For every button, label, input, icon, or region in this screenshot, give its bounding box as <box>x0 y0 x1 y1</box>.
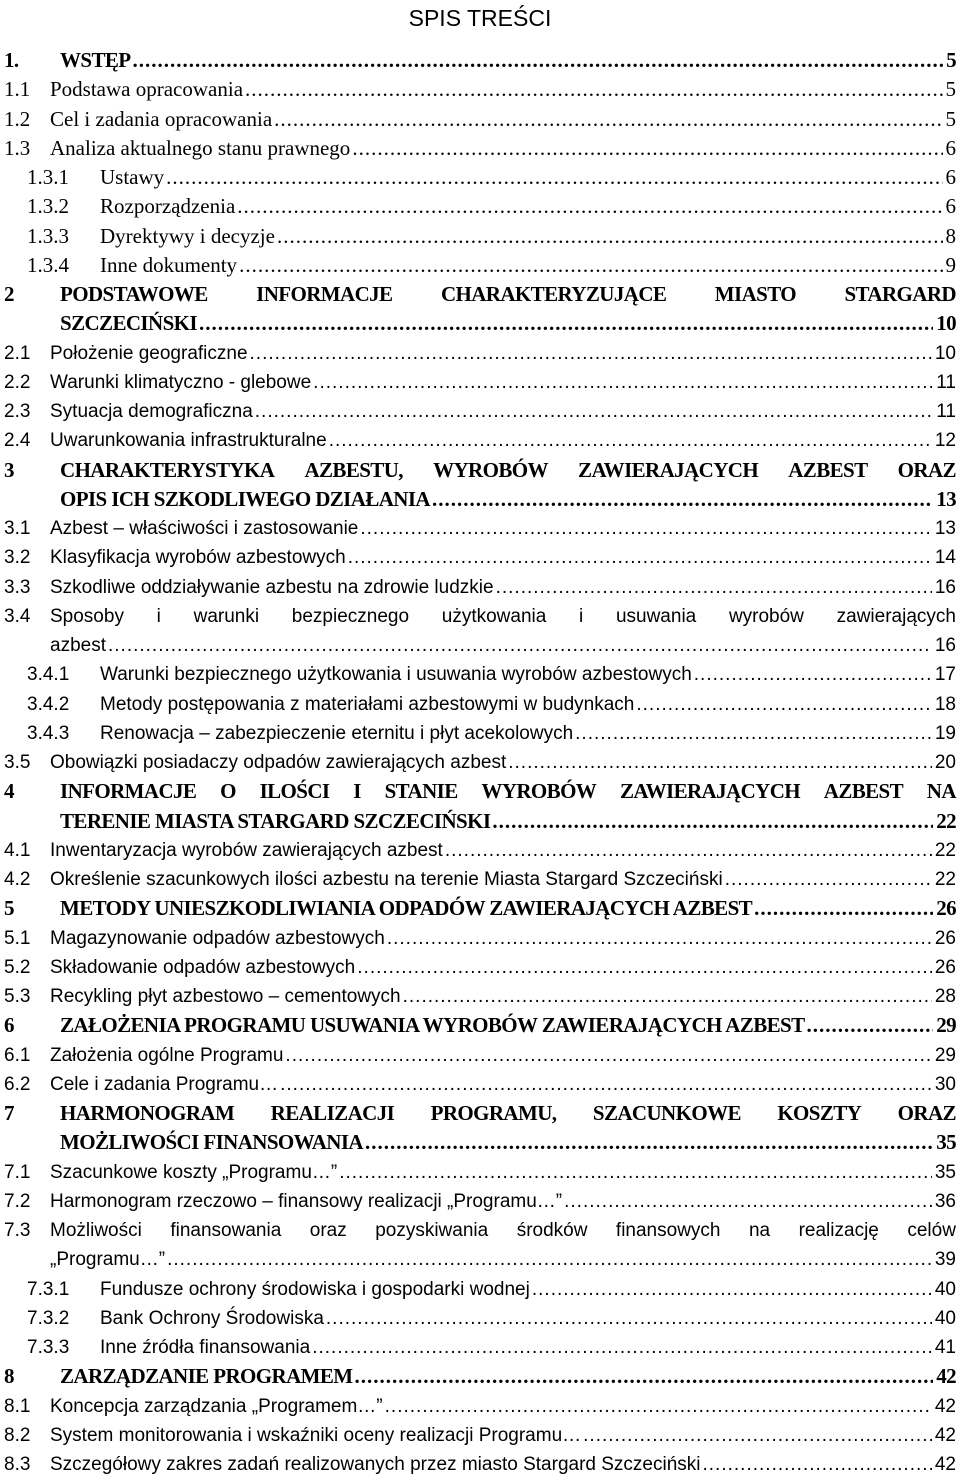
toc-entry-line <box>60 894 956 923</box>
toc-entry[interactable] <box>0 894 960 923</box>
toc-entry-number: 7 <box>4 1101 14 1125</box>
dot-leader <box>355 1362 934 1391</box>
toc-entry[interactable] <box>0 719 960 748</box>
toc-entry-page: 6 <box>945 135 956 160</box>
toc-entry-page: 39 <box>934 1249 956 1271</box>
toc-entry-label: OPIS ICH SZKODLIWEGO DZIAŁANIA <box>60 486 430 511</box>
toc-entry-number: 4.2 <box>4 869 31 890</box>
dot-leader <box>432 485 933 514</box>
toc-entry-label: Szczegółowy zakres zadań realizowanych przez miasto Stargard Szczeciński <box>50 1454 701 1475</box>
toc-entry-number: 1.3.3 <box>27 223 69 248</box>
toc-entry-line <box>50 1070 956 1099</box>
dot-leader <box>564 1187 932 1216</box>
toc-entry[interactable] <box>0 1158 960 1187</box>
toc-entry-page: 35 <box>934 1161 956 1183</box>
toc-entry-page: 40 <box>934 1278 956 1300</box>
toc-entry-page: 6 <box>945 194 956 219</box>
toc-entry-page: 9 <box>945 252 956 277</box>
toc-entry-label: METODY UNIESZKODLIWIANIA ODPADÓW ZAWIERAJĄCYCH AZBEST <box>60 896 753 921</box>
toc-entry-number: 1.3 <box>4 135 31 160</box>
dot-leader <box>583 1421 932 1450</box>
toc-entry-number: 8.1 <box>4 1395 31 1417</box>
toc-entry-label: Inne dokumenty <box>100 252 238 277</box>
toc-entry-page: 29 <box>934 1044 956 1066</box>
toc-entry-page: 10 <box>934 342 956 364</box>
toc-entry[interactable] <box>0 924 960 953</box>
toc-entry-label: Sytuacja demograficzna <box>50 401 253 422</box>
dot-leader <box>329 426 932 455</box>
toc-entry-line <box>100 1275 956 1304</box>
toc-entry-number: 6.2 <box>4 1073 31 1095</box>
toc-entry-page: 11 <box>936 371 956 393</box>
toc-entry-page: 22 <box>936 808 956 833</box>
toc-entry-label: TERENIE MIASTA STARGARD SZCZECIŃSKI <box>60 808 491 833</box>
toc-entry-number: 3.4.3 <box>27 722 70 744</box>
toc-entry[interactable] <box>0 397 960 426</box>
toc-entry-line <box>50 631 956 660</box>
toc-entry[interactable] <box>0 339 960 368</box>
toc-entry[interactable] <box>0 543 960 572</box>
toc-entry-line <box>50 75 956 104</box>
toc-entry-label: Koncepcja zarządzania „Programem…” <box>50 1395 383 1417</box>
toc-entry[interactable] <box>0 690 960 719</box>
toc-entry-page: 26 <box>936 896 956 921</box>
toc-entry-label: Magazynowanie odpadów azbestowych <box>50 927 385 949</box>
toc-entry[interactable] <box>0 1128 960 1157</box>
toc-entry-label: Cel i zadania opracowania <box>50 106 273 131</box>
toc-entry-page: 16 <box>934 576 956 598</box>
toc-entry-page: 41 <box>934 1337 956 1358</box>
toc-entry-page: 30 <box>934 1073 956 1095</box>
toc-entry-label: Określenie szacunkowych ilości azbestu na terenie Miasta Stargard Szczeciński <box>50 869 723 890</box>
dot-leader <box>357 953 932 982</box>
toc-entry-number: 8.3 <box>4 1454 31 1475</box>
toc-entry-number: 1.2 <box>4 106 31 131</box>
toc-entry-number: 3.2 <box>4 547 31 569</box>
toc-entry-label: Fundusze ochrony środowiska i gospodarki wodnej <box>100 1278 530 1300</box>
dot-leader <box>199 309 933 338</box>
toc-entry-number: 1.3.1 <box>27 165 69 189</box>
toc-entry[interactable] <box>0 602 960 631</box>
toc-entry-line <box>50 1392 956 1421</box>
toc-entry[interactable] <box>0 1275 960 1304</box>
toc-entry[interactable] <box>0 75 960 104</box>
toc-entry-page: 29 <box>936 1013 956 1038</box>
toc-entry-page: 12 <box>934 430 956 452</box>
toc-entry-line <box>100 163 956 192</box>
toc-entry-number: 6 <box>4 1013 14 1038</box>
toc-entry-line <box>50 514 956 543</box>
toc-entry[interactable] <box>0 1011 960 1040</box>
toc-entry-number: 3.1 <box>4 518 31 539</box>
toc-entry[interactable] <box>0 982 960 1011</box>
toc-entry[interactable] <box>0 807 960 836</box>
dot-leader <box>237 192 942 221</box>
toc-entry-number: 1.3.4 <box>27 252 69 277</box>
toc-entry-number: 7.2 <box>4 1190 31 1212</box>
dot-leader <box>496 573 932 602</box>
toc-entry-label: Szacunkowe koszty „Programu…” <box>50 1161 338 1183</box>
dot-leader <box>365 1128 933 1157</box>
toc-entry-line <box>50 1421 956 1450</box>
toc-entry[interactable] <box>0 485 960 514</box>
toc-entry-line <box>50 953 956 982</box>
toc-entry-page: 40 <box>934 1307 956 1329</box>
toc-entry-label: Metody postępowania z materiałami azbestowymi w budynkach <box>100 693 635 715</box>
toc-entry-label: azbest <box>50 635 106 656</box>
toc-entry-line <box>50 924 956 953</box>
toc-entry-line <box>50 573 956 602</box>
toc-entry-number: 3.4.2 <box>27 693 70 715</box>
toc-entry-label-line1: Możliwości finansowania oraz pozyskiwania środków finansowych na realizację celów <box>50 1220 956 1241</box>
toc-entry-line <box>50 368 956 397</box>
toc-entry[interactable] <box>0 660 960 689</box>
toc-entry-label: Uwarunkowania infrastrukturalne <box>50 430 327 452</box>
toc-entry[interactable] <box>0 514 960 543</box>
toc-entry-line <box>100 192 956 221</box>
toc-entry-label: Renowacja – zabezpieczenie eternitu i płyt acekolowych <box>100 722 574 744</box>
toc-entry-number: 7.3.1 <box>27 1278 70 1300</box>
toc-entry[interactable] <box>0 1421 960 1450</box>
toc-entry-line <box>100 1333 956 1362</box>
toc-entry-number: 7.1 <box>4 1161 31 1183</box>
toc-entry-number: 5.2 <box>4 956 31 978</box>
toc-entry[interactable] <box>0 1392 960 1421</box>
toc-entry[interactable] <box>0 46 960 75</box>
dot-leader <box>108 631 932 660</box>
toc-entry-page: 42 <box>934 1395 956 1417</box>
toc-entry-label-line1: Sposoby i warunki bezpiecznego użytkowania i usuwania wyrobów zawierających <box>50 605 956 627</box>
toc-entry[interactable] <box>0 836 960 865</box>
toc-entry[interactable] <box>0 134 960 163</box>
toc-entry-label-line1: PODSTAWOWE INFORMACJE CHARAKTERYZUJĄCE MIASTO STARGARD <box>60 282 956 306</box>
toc-entry[interactable] <box>0 1216 960 1245</box>
toc-entry[interactable] <box>0 1333 960 1362</box>
toc-entry-number: 8 <box>4 1364 14 1389</box>
toc-entry-number: 8.2 <box>4 1424 31 1446</box>
dot-leader <box>403 982 932 1011</box>
dot-leader <box>285 1041 931 1070</box>
dot-leader <box>508 748 932 777</box>
toc-entry-label: Klasyfikacja wyrobów azbestowych <box>50 547 346 569</box>
toc-entry[interactable] <box>0 456 960 485</box>
toc-entry[interactable] <box>0 865 960 894</box>
toc-entry-label: ZARZĄDZANIE PROGRAMEM <box>60 1364 353 1389</box>
toc-entry-label: Położenie geograficzne <box>50 342 248 364</box>
dot-leader <box>385 1392 932 1421</box>
dot-leader <box>360 514 932 543</box>
dot-leader <box>280 1070 932 1099</box>
dot-leader <box>636 690 931 719</box>
toc-entry[interactable] <box>0 631 960 660</box>
toc-entry-page: 17 <box>934 664 956 686</box>
toc-entry-page: 36 <box>934 1190 956 1212</box>
toc-entry-line <box>60 309 956 338</box>
toc-entry-label: Dyrektywy i decyzje <box>100 223 275 248</box>
dot-leader <box>445 836 932 865</box>
toc-entry-page: 42 <box>934 1424 956 1446</box>
toc-entry-line <box>50 748 956 777</box>
toc-entry[interactable] <box>0 309 960 338</box>
toc-entry-line <box>50 397 956 426</box>
toc-entry-label: Cele i zadania Programu… <box>50 1073 279 1095</box>
toc-entry[interactable] <box>0 748 960 777</box>
toc-entry-label: Podstawa opracowania <box>50 77 244 102</box>
dot-leader <box>239 251 942 280</box>
toc-entry-line <box>60 1128 956 1157</box>
toc-entry-number: 2 <box>4 282 14 306</box>
toc-entry-label: Azbest – właściwości i zastosowanie <box>50 518 359 539</box>
dot-leader <box>167 1245 932 1274</box>
toc-entry-label: Ustawy <box>100 165 165 189</box>
toc-entry-page: 11 <box>936 401 956 422</box>
toc-entry-line <box>100 690 956 719</box>
toc-entry-line <box>50 105 956 134</box>
toc-entry-label: Analiza aktualnego stanu prawnego <box>50 135 351 160</box>
toc-entry-label: Obowiązki posiadaczy odpadów zawierających azbest <box>50 752 507 773</box>
toc-entry-page: 42 <box>934 1454 956 1475</box>
dot-leader <box>348 543 932 572</box>
toc-entry-number: 1.1 <box>4 77 31 102</box>
dot-leader <box>313 368 933 397</box>
toc-entry-page: 22 <box>934 839 956 861</box>
toc-entry[interactable] <box>0 1362 960 1391</box>
toc-entry-label: Założenia ogólne Programu <box>50 1044 284 1066</box>
dot-leader <box>326 1304 932 1333</box>
toc-entry-page: 22 <box>934 869 956 890</box>
dot-leader <box>754 894 933 923</box>
toc-entry-number: 7.3.2 <box>27 1307 70 1329</box>
toc-entry[interactable] <box>0 1245 960 1274</box>
toc-entry[interactable] <box>0 1041 960 1070</box>
toc-entry-label: System monitorowania i wskaźniki oceny realizacji Programu… <box>50 1424 582 1446</box>
toc-entry-line <box>60 807 956 836</box>
toc-entry-line <box>50 1158 956 1187</box>
toc-entry-line <box>50 339 956 368</box>
toc-entry[interactable] <box>0 1070 960 1099</box>
toc-entry-line <box>50 1187 956 1216</box>
toc-entry-number: 3.3 <box>4 576 31 598</box>
toc-entry-number: 2.1 <box>4 342 31 364</box>
toc-entry-line <box>100 719 956 748</box>
toc-entry-label: Składowanie odpadów azbestowych <box>50 956 356 978</box>
toc-entry-number: 5 <box>4 896 14 921</box>
toc-entry-label-line1: INFORMACJE O ILOŚCI I STANIE WYROBÓW ZAWIERAJĄCYCH AZBEST NA <box>60 779 956 804</box>
toc-entry-number: 5.3 <box>4 986 31 1007</box>
toc-entry-line <box>50 865 956 894</box>
toc-entry-number: 2.3 <box>4 401 31 422</box>
toc-entry-number: 5.1 <box>4 927 31 949</box>
toc-entry[interactable] <box>0 777 960 806</box>
dot-leader <box>274 105 942 134</box>
toc-entry[interactable] <box>0 573 960 602</box>
toc-entry[interactable] <box>0 953 960 982</box>
dot-leader <box>694 660 932 689</box>
dot-leader <box>133 46 944 75</box>
toc-entry-line <box>50 426 956 455</box>
toc-entry-number: 2.2 <box>4 371 31 393</box>
dot-leader <box>277 222 943 251</box>
toc-entry-page: 13 <box>936 486 956 511</box>
toc-entry-line <box>60 1362 956 1391</box>
dot-leader <box>703 1450 932 1479</box>
toc-entry-label: „Programu…” <box>50 1249 166 1271</box>
toc-entry[interactable] <box>0 1099 960 1128</box>
toc-entry-label: Inwentaryzacja wyrobów zawierających azbest <box>50 839 443 861</box>
toc-entry-number: 4.1 <box>4 839 31 861</box>
toc-entry-line <box>50 543 956 572</box>
toc-entry-label: Recykling płyt azbestowo – cementowych <box>50 986 401 1007</box>
toc-entry-number: 3.4.1 <box>27 664 70 686</box>
toc-entry-page: 35 <box>936 1130 956 1155</box>
toc-entry-number: 4 <box>4 779 14 804</box>
toc-entry-page: 42 <box>936 1364 956 1389</box>
toc-entry-line <box>60 485 956 514</box>
toc-entry-line <box>50 1041 956 1070</box>
toc-entry[interactable] <box>0 163 960 192</box>
toc-entry[interactable] <box>0 1187 960 1216</box>
toc-entry-number: 7.3 <box>4 1220 31 1241</box>
dot-leader <box>255 397 933 426</box>
toc-entry[interactable] <box>0 1450 960 1479</box>
toc-entry-number: 1. <box>4 48 19 72</box>
toc-entry-label: Bank Ochrony Środowiska <box>100 1307 324 1329</box>
dot-leader <box>532 1275 932 1304</box>
toc-entry-line <box>50 836 956 865</box>
dot-leader <box>245 75 942 104</box>
toc-entry-number: 3.5 <box>4 752 31 773</box>
toc-entry-line <box>50 1450 956 1479</box>
toc-entry-page: 14 <box>934 547 956 569</box>
toc-entry[interactable] <box>0 192 960 221</box>
toc-entry-line <box>50 982 956 1011</box>
toc-entry[interactable] <box>0 368 960 397</box>
dot-leader <box>807 1011 934 1040</box>
toc-entry-label: Rozporządzenia <box>100 194 236 219</box>
toc-entry[interactable] <box>0 280 960 309</box>
toc-entry[interactable] <box>0 222 960 251</box>
toc-entry-number: 3 <box>4 457 14 482</box>
toc-entry-page: 18 <box>934 693 956 715</box>
dot-leader <box>492 807 933 836</box>
toc-entry-page: 19 <box>934 722 956 744</box>
toc-entry-label: SZCZECIŃSKI <box>60 311 197 336</box>
toc-entry[interactable] <box>0 1304 960 1333</box>
toc-entry-line <box>60 1011 956 1040</box>
toc-entry-line <box>100 251 956 280</box>
toc-entry-label-line1: CHARAKTERYSTYKA AZBESTU, WYROBÓW ZAWIERAJĄCYCH AZBEST ORAZ <box>60 457 956 482</box>
toc-entry-label: Warunki bezpiecznego użytkowania i usuwania wyrobów azbestowych <box>100 664 692 686</box>
toc-entry-line <box>60 46 956 75</box>
toc-entry-label: ZAŁOŻENIA PROGRAMU USUWANIA WYROBÓW ZAWIERAJĄCYCH AZBEST <box>60 1013 805 1038</box>
toc-entry-label: Inne źródła finansowania <box>100 1337 311 1358</box>
toc-entry[interactable] <box>0 426 960 455</box>
dot-leader <box>725 865 932 894</box>
toc-entry-page: 20 <box>934 752 956 773</box>
dot-leader <box>312 1333 932 1362</box>
toc-entry-line <box>100 660 956 689</box>
toc-entry-label: WSTĘP <box>60 48 131 72</box>
toc-entry-line <box>50 1245 956 1274</box>
toc-entry-page: 6 <box>945 165 956 189</box>
toc-entry-line <box>50 134 956 163</box>
dot-leader <box>575 719 932 748</box>
toc-entry-page: 5 <box>945 106 956 131</box>
dot-leader <box>339 1158 932 1187</box>
dot-leader <box>166 163 942 192</box>
toc-entry-page: 5 <box>946 48 956 72</box>
dot-leader <box>352 134 942 163</box>
toc-entry-number: 7.3.3 <box>27 1337 70 1358</box>
page-title: SPIS TREŚCI <box>408 5 552 31</box>
toc-entry-page: 13 <box>934 518 956 539</box>
toc-entry[interactable] <box>0 105 960 134</box>
toc-entry-number: 2.4 <box>4 430 31 452</box>
toc-entry-label: MOŻLIWOŚCI FINANSOWANIA <box>60 1130 363 1155</box>
toc-entry-line <box>100 1304 956 1333</box>
toc-entry-page: 5 <box>945 77 956 102</box>
toc-entry-page: 26 <box>934 927 956 949</box>
toc-entry-number: 6.1 <box>4 1044 31 1066</box>
toc-entry-page: 28 <box>934 986 956 1007</box>
toc-entry-page: 10 <box>936 311 956 336</box>
toc-entry[interactable] <box>0 251 960 280</box>
toc-entry-page: 26 <box>934 956 956 978</box>
toc-entry-page: 8 <box>945 223 956 248</box>
toc-entry-number: 1.3.2 <box>27 194 69 219</box>
dot-leader <box>250 339 932 368</box>
toc-entry-number: 3.4 <box>4 605 31 627</box>
toc-entry-page: 16 <box>934 635 956 656</box>
toc-entry-label: Warunki klimatyczno - glebowe <box>50 371 312 393</box>
toc-entry-line <box>100 222 956 251</box>
toc-entry-label: Harmonogram rzeczowo – finansowy realizacji „Programu…” <box>50 1190 563 1212</box>
toc-entry-label-line1: HARMONOGRAM REALIZACJI PROGRAMU, SZACUNKOWE KOSZTY ORAZ <box>60 1101 956 1125</box>
toc-entry-label: Szkodliwe oddziaływanie azbestu na zdrowie ludzkie <box>50 576 494 598</box>
dot-leader <box>387 924 932 953</box>
